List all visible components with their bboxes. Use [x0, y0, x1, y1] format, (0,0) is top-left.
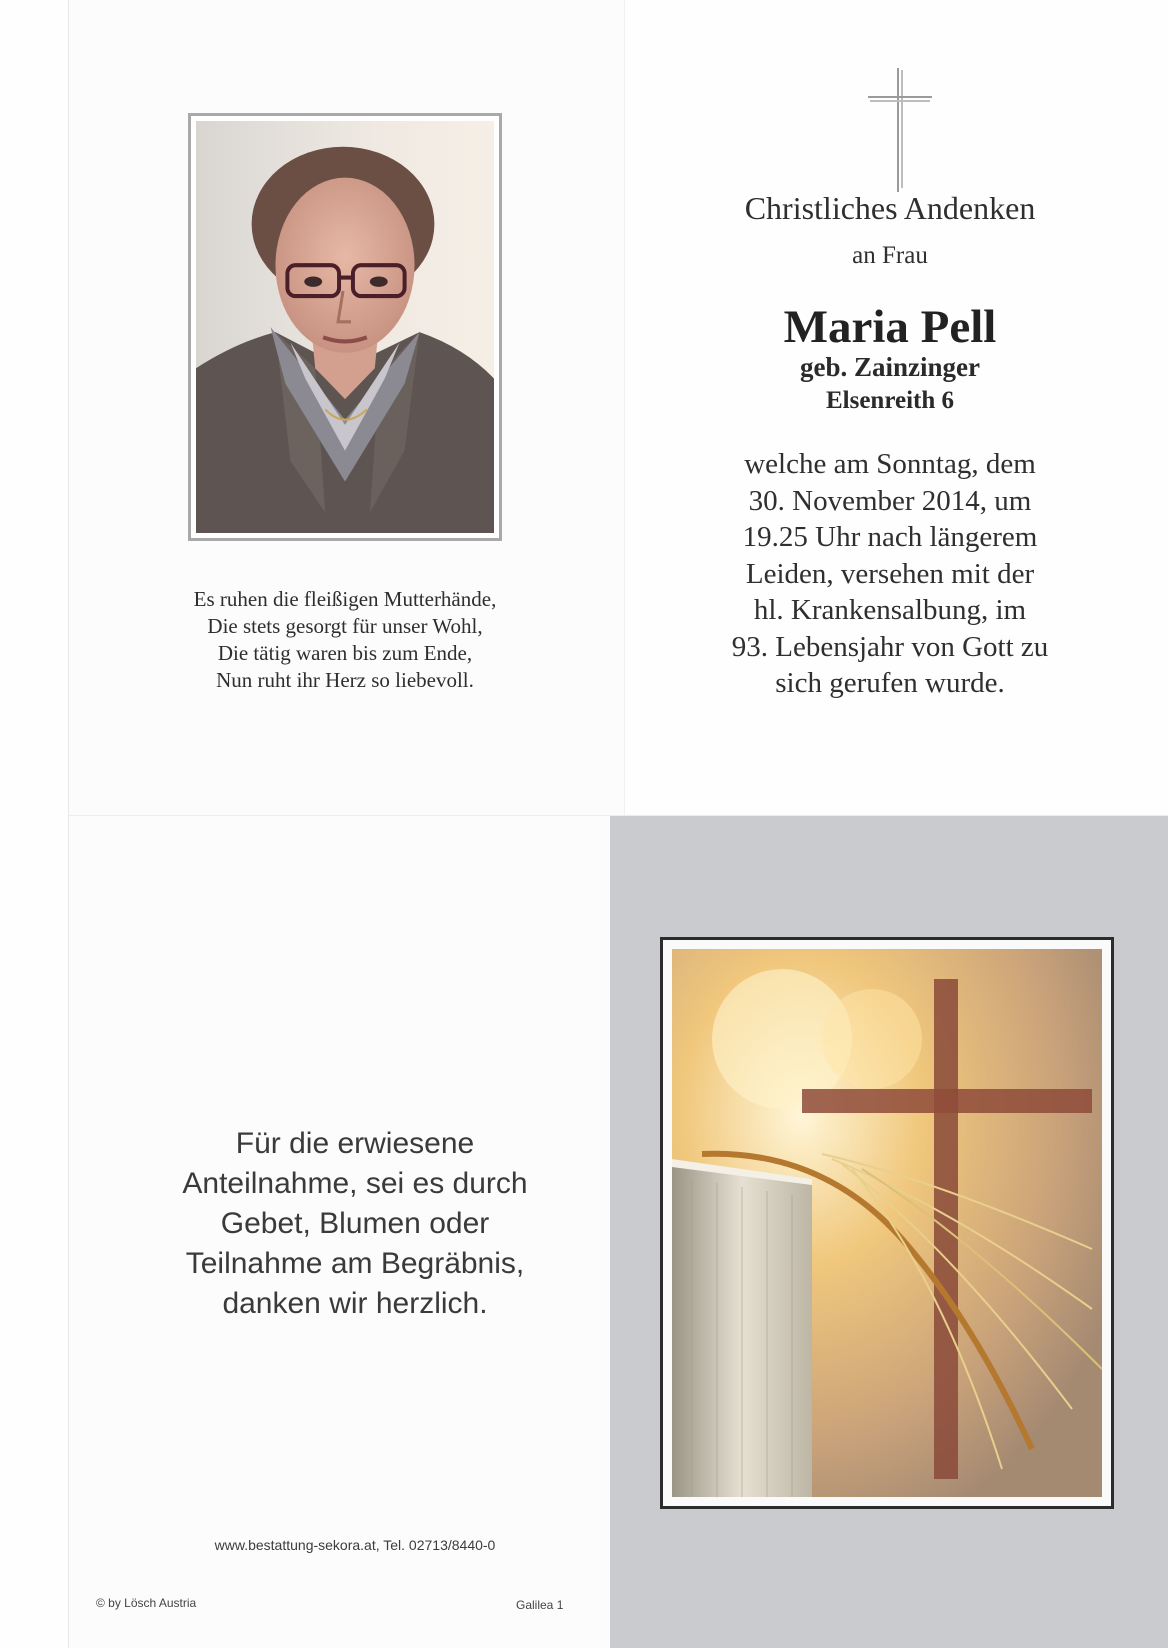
horizontal-fold-line	[69, 815, 1168, 816]
design-name: Galilea 1	[516, 1598, 564, 1612]
poem-line: Die stets gesorgt für unser Wohl,	[207, 614, 483, 638]
poem-line: Nun ruht ihr Herz so liebevoll.	[216, 668, 474, 692]
cross-wheat-book-photo-icon	[672, 949, 1102, 1497]
death-notice-line: 30. November 2014, um	[748, 484, 1032, 517]
death-notice-line: Leiden, versehen mit der	[745, 557, 1035, 590]
thanks-line: danken wir herzlich.	[222, 1287, 488, 1320]
death-notice	[660, 446, 1120, 702]
cross-icon	[868, 68, 932, 192]
poem	[140, 586, 550, 694]
poem-line: Die tätig waren bis zum Ende,	[217, 641, 473, 665]
death-notice-line: 19.25 Uhr nach längerem	[742, 521, 1038, 553]
thanks-line: Anteilnahme, sei es durch	[182, 1167, 528, 1200]
death-notice-line: hl. Krankensalbung, im	[753, 594, 1027, 626]
copyright-note: © by Lösch Austria	[96, 1596, 197, 1610]
funeral-home-contact: www.bestattung-sekora.at, Tel. 02713/8440-0	[214, 1537, 496, 1553]
address: Elsenreith 6	[825, 387, 954, 414]
left-edge-line	[68, 0, 69, 1648]
salutation: an Frau	[852, 242, 928, 269]
thanks-line: Teilnahme am Begräbnis,	[185, 1247, 525, 1280]
death-notice-line: 93. Lebensjahr von Gott zu	[731, 630, 1049, 663]
thanks-line: Für die erwiesene	[235, 1127, 475, 1160]
cross-picture	[660, 937, 1114, 1509]
card-title: Christliches Andenken	[744, 190, 1036, 226]
death-notice-line: welche am Sonntag, dem	[744, 448, 1036, 480]
thanks-text	[120, 1124, 590, 1324]
vertical-fold-line	[624, 0, 625, 815]
death-notice-line: sich gerufen wurde.	[775, 667, 1005, 699]
thanks-line: Gebet, Blumen oder	[220, 1207, 490, 1240]
poem-line: Es ruhen die fleißigen Mutterhände,	[193, 587, 497, 611]
birth-name: geb. Zainzinger	[800, 352, 980, 382]
portrait-photo	[188, 113, 502, 541]
deceased-name: Maria Pell	[783, 301, 997, 353]
portrait-photo-icon	[196, 121, 494, 533]
